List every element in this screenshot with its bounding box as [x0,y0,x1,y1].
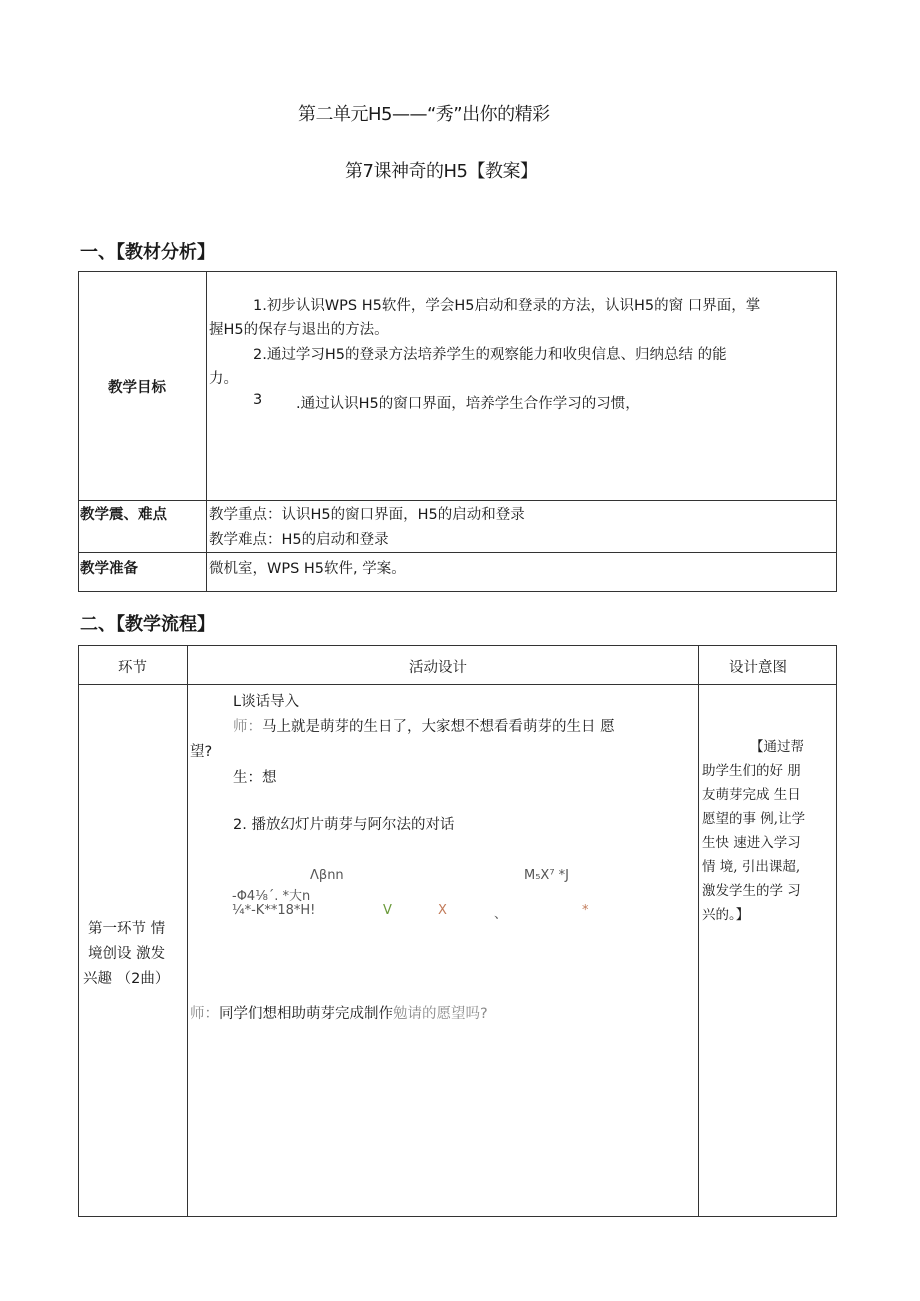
stage-label-line: 兴趣 （2曲） [83,971,170,987]
activity-text: 同学们想相助萌芽完成制作 [219,1006,393,1022]
activity-line: L谈话导入 [233,694,300,710]
stage-label-line: 第一环节 情 [88,921,166,937]
objectives-label: 教学目标 [108,380,166,396]
column-header-activity: 活动设计 [409,660,467,676]
preparation-text: 微机室，WPS H5软件, 学案。 [209,561,406,577]
lesson-title: 第7课神奇的H5【教案】 [345,161,538,182]
section-heading-analysis: 一、【教材分析】 [80,242,215,263]
intent-line: 生快 速进入学习 [702,835,801,851]
key-point-line: 教学重点：认识H5的窗口界面，H5的启动和登录 [209,507,525,523]
slide-garbled-text: Λβnn [310,868,344,883]
key-points-label: 教学震、难点 [80,507,167,523]
section-heading-process: 二、【教学流程】 [80,614,215,635]
stage-label-line: 境创设 激发 [88,946,166,962]
unit-title: 第二单元H5——“秀”出你的精彩 [298,104,550,125]
activity-line: 生：想 [233,770,277,786]
activity-text: 马上就是萌芽的生日了，大家想不想看看萌芽的生日 愿 [262,719,615,735]
speaker-teacher: 师： [190,1006,219,1022]
slide-garbled-text: * [582,903,589,918]
activity-text-faded: 勉请的愿望吗? [393,1006,488,1022]
column-header-intent: 设计意图 [729,660,787,676]
objective-line: 力。 [209,371,238,387]
slide-garbled-text: -Φ4⅛ˊ. *大n [232,889,311,904]
intent-line: 激发学生的学 习 [702,883,801,899]
intent-line: 助学生们的好 朋 [702,763,801,779]
intent-line: 友萌芽完成 生日 [702,787,801,803]
slide-garbled-text: X [438,903,447,918]
objective-line: 握H5的保存与退出的方法。 [209,322,389,338]
column-header-stage: 环节 [118,660,147,676]
slide-garbled-text: ¼*-K**18*H! [232,903,316,918]
slide-garbled-text: V [383,903,392,918]
preparation-label: 教学准备 [80,561,138,577]
slide-garbled-text: M₅X⁷ *J [524,868,570,883]
intent-line: 愿望的事 例,让学 [702,811,806,827]
objective-line: 2.通过学习H5的登录方法培养学生的观察能力和收臾信息、归纳总结 的能 [253,347,727,363]
activity-line: 2. 播放幻灯片萌芽与阿尔法的对话 [233,817,455,833]
intent-line: 兴的。】 [702,907,750,923]
objective-line: 3 [253,392,263,408]
objective-line: 1.初步认识WPS H5软件，学会H5启动和登录的方法，认识H5的窗 口界面，掌 [253,298,761,314]
intent-line: 【通过帮 [750,739,804,755]
activity-line: 望? [190,744,213,760]
intent-line: 情 境, 引出课超, [702,859,801,875]
activity-line [233,715,615,736]
speaker-teacher: 师： [233,719,262,735]
activity-line [190,1002,488,1023]
objective-line: .通过认识H5的窗口界面，培养学生合作学习的习惯， [296,396,640,412]
slide-garbled-text: 、 [494,907,508,922]
difficulty-line: 教学难点：H5的启动和登录 [209,532,389,548]
